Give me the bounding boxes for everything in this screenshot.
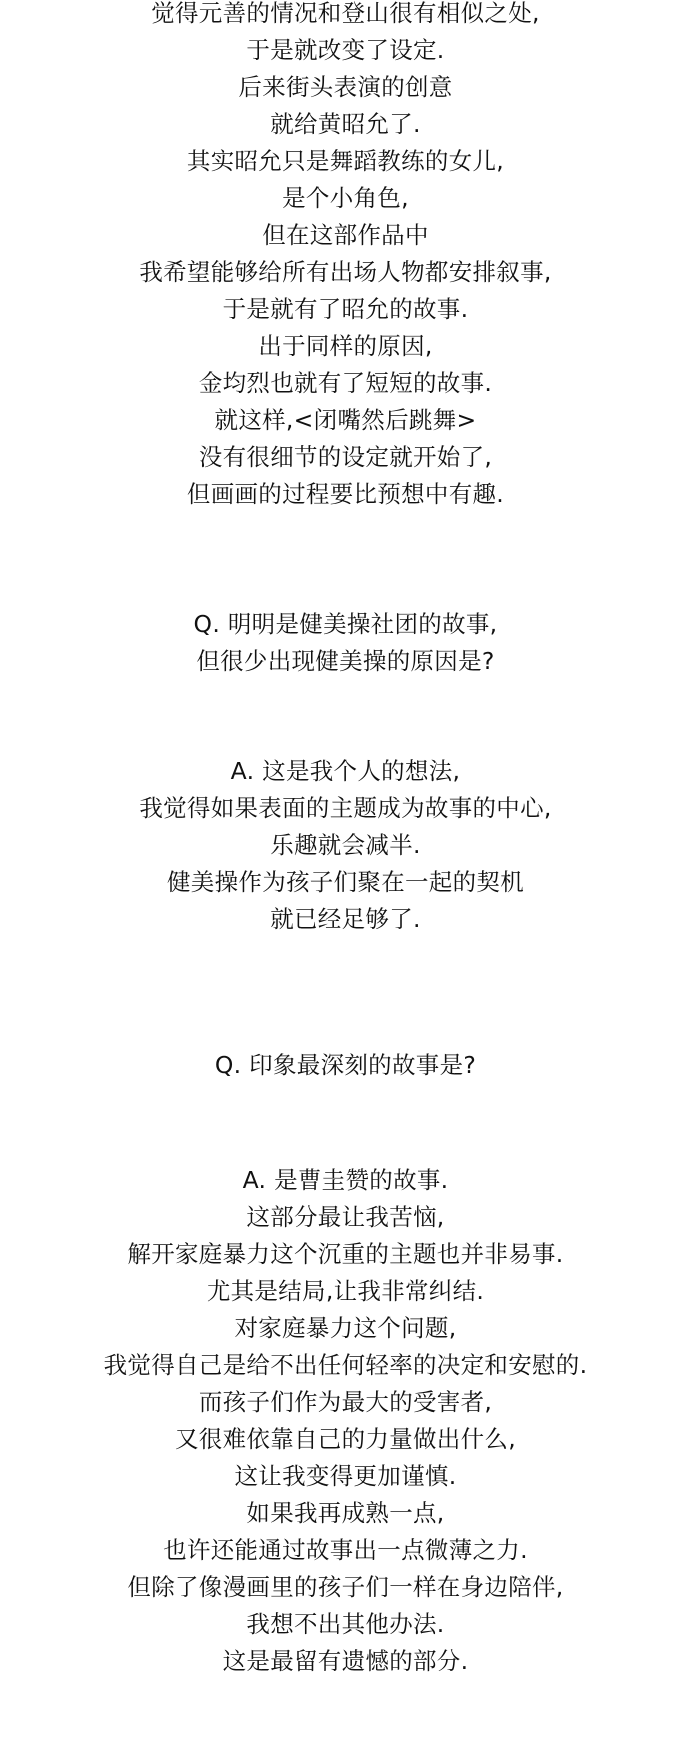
- text-line: 尤其是结局,让我非常纠结.: [206, 1277, 485, 1305]
- text-line: 但除了像漫画里的孩子们一样在身边陪伴,: [127, 1573, 564, 1601]
- text-line: Q. 明明是健美操社团的故事,: [193, 610, 498, 638]
- question-memorable-story: [0, 1047, 691, 1084]
- text-line: 这部分最让我苦恼,: [246, 1203, 445, 1231]
- text-line: 而孩子们作为最大的受害者,: [198, 1388, 493, 1416]
- text-line: 就这样,<闭嘴然后跳舞>: [214, 406, 477, 434]
- text-line: A. 是曹圭赞的故事.: [242, 1166, 449, 1194]
- text-line: 就给黄昭允了.: [270, 110, 421, 138]
- answer-aerobics: [0, 753, 691, 938]
- text-line: 觉得元善的情况和登山很有相似之处,: [151, 0, 540, 27]
- text-line: 金均烈也就有了短短的故事.: [198, 369, 493, 397]
- text-line: A. 这是我个人的想法,: [230, 757, 461, 785]
- text-line: 这是最留有遗憾的部分.: [222, 1647, 469, 1675]
- text-line: 但很少出现健美操的原因是?: [196, 647, 495, 675]
- text-line: 其实昭允只是舞蹈教练的女儿,: [186, 147, 505, 175]
- text-line: 于是就改变了设定.: [246, 36, 445, 64]
- text-line: 没有很细节的设定就开始了,: [198, 443, 493, 471]
- answer-memorable-story: [0, 1162, 691, 1680]
- paragraph-setting-story: [0, 0, 691, 513]
- text-line: 我觉得自己是给不出任何轻率的决定和安慰的.: [103, 1351, 588, 1379]
- text-line: 对家庭暴力这个问题,: [234, 1314, 457, 1342]
- text-line: 但在这部作品中: [262, 221, 429, 249]
- text-line: Q. 印象最深刻的故事是?: [214, 1051, 477, 1079]
- text-line: 解开家庭暴力这个沉重的主题也并非易事.: [127, 1240, 564, 1268]
- text-line: 是个小角色,: [282, 184, 409, 212]
- text-line: 于是就有了昭允的故事.: [222, 295, 469, 323]
- text-line: 又很难依靠自己的力量做出什么,: [175, 1425, 516, 1453]
- text-line: 这让我变得更加谨慎.: [234, 1462, 457, 1490]
- text-line: 出于同样的原因,: [258, 332, 433, 360]
- text-line: 我想不出其他办法.: [246, 1610, 445, 1638]
- text-line: 我希望能够给所有出场人物都安排叙事,: [139, 258, 552, 286]
- text-line: 但画画的过程要比预想中有趣.: [186, 480, 505, 508]
- text-line: 就已经足够了.: [270, 905, 421, 933]
- question-aerobics: [0, 606, 691, 680]
- text-line: 如果我再成熟一点,: [246, 1499, 445, 1527]
- text-line: 健美操作为孩子们聚在一起的契机: [167, 868, 524, 896]
- text-line: 我觉得如果表面的主题成为故事的中心,: [139, 794, 552, 822]
- text-line: 也许还能通过故事出一点微薄之力.: [163, 1536, 528, 1564]
- text-line: 乐趣就会减半.: [270, 831, 421, 859]
- text-line: 后来街头表演的创意: [238, 73, 453, 101]
